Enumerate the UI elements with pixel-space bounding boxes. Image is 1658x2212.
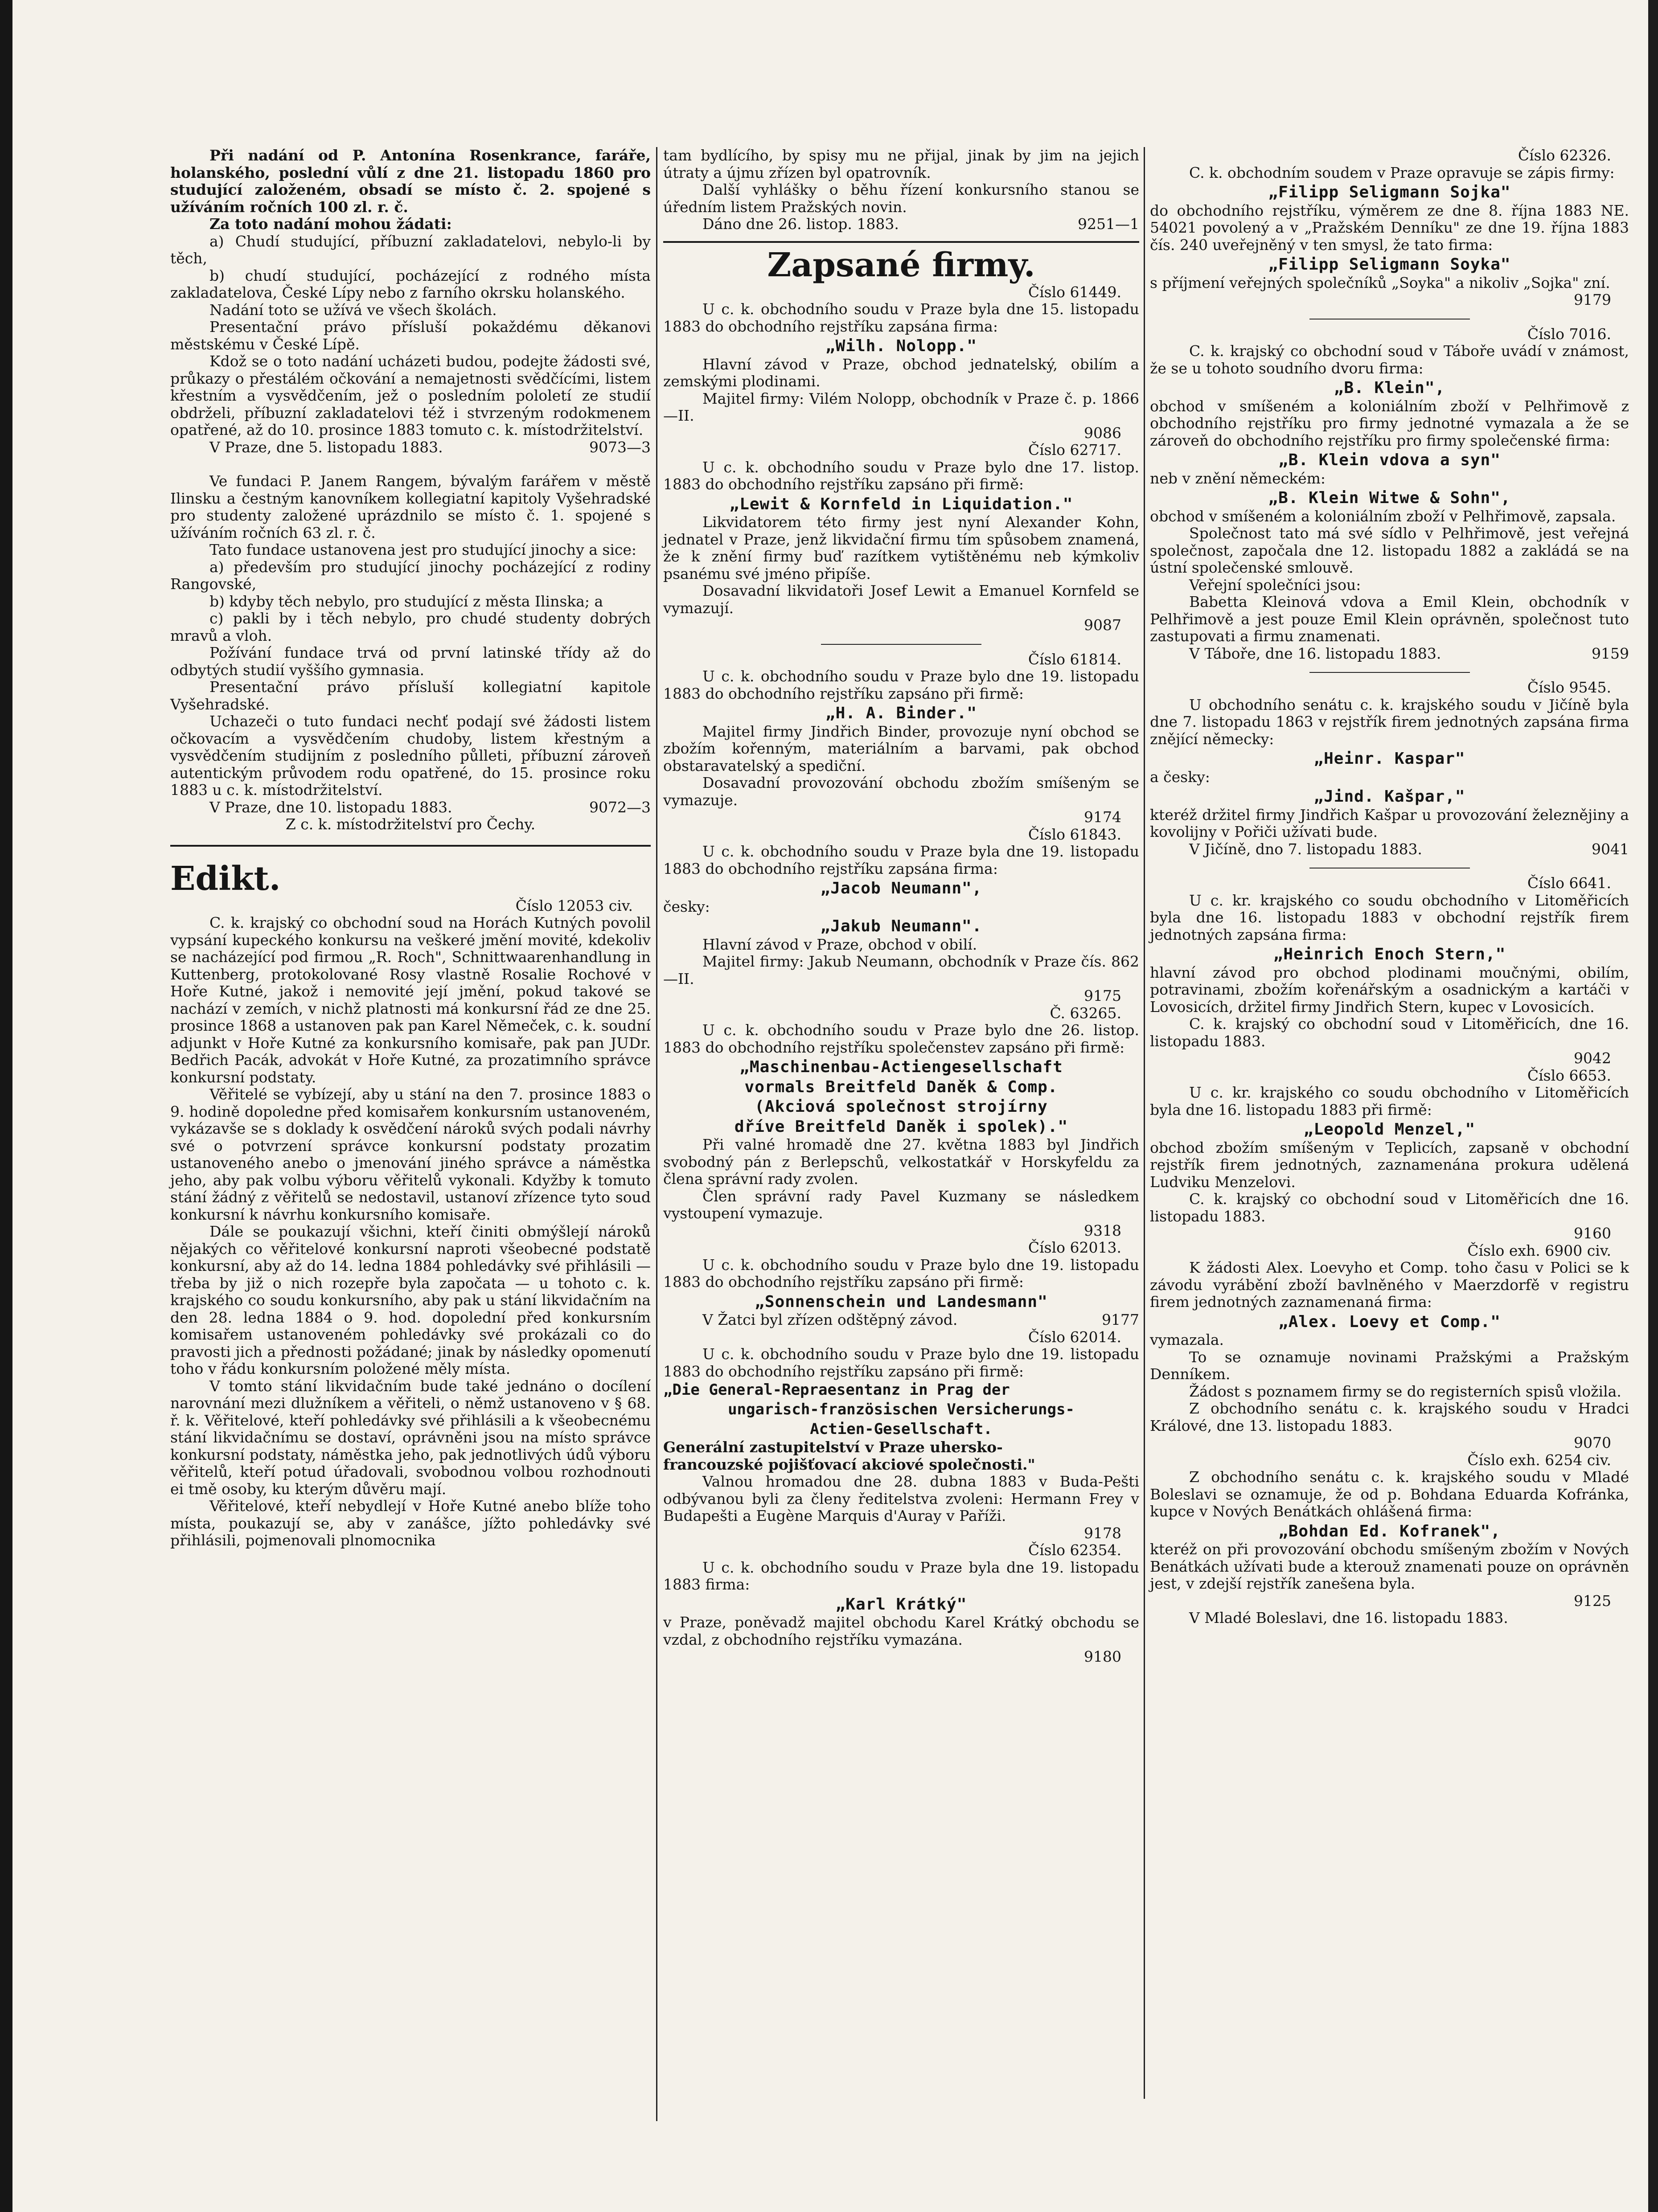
foundation-note: Nadání toto se užívá ve všech školách.	[209, 301, 497, 319]
firm-name: „Maschinenbau-Actiengesellschaft	[739, 1058, 1063, 1076]
column-middle	[663, 147, 1139, 1666]
entry-divider	[821, 644, 981, 645]
entry-intro: U obchodního senátu c. k. krajského soudu v Jičíně byla dne 7. listopadu 1863 v rejstřík firem jednotných zapsána firma znějící německy:	[1150, 696, 1629, 748]
entry-text: Hlavní závod v Praze, obchod jednatelský, obilím a zemskými plodinami.	[663, 355, 1139, 390]
notice-number: 9086	[1084, 424, 1121, 442]
entry-footer	[1150, 645, 1629, 663]
firm-name: „Jind. Kašpar,"	[1313, 787, 1465, 806]
foundation-date: V Praze, dne 10. listopadu 1883.	[209, 798, 452, 816]
entry-divider	[1309, 672, 1470, 673]
foundation-condition: a) především pro studující jinochy pocházející z rodiny Rangovské,	[170, 558, 651, 593]
foundation-right: Presentační právo přísluší pokaždému děkanovi městskému v České Lípě.	[170, 318, 651, 353]
entry-text: Žádost s poznamem firmy se do registerních spisů vložila.	[1189, 1382, 1621, 1400]
firm-name: „Heinrich Enoch Stern,"	[1273, 945, 1506, 963]
edict-paragraph: C. k. krajský co obchodní soud na Horách Kutných povolil vypsání kupeckého konkursu na veškeré jmění movité, kdekoliv se nacházející pod firmou „R. Roch", Schnittwaarenhandlung in Kuttenberg, protokolované Rosy vlastně Rosalie Rochové v Hoře Kutné, jakož i nemovité její jmění, pokud takové se nachází v zemích, v nichž platnosti má konkursní řád ze dne 25. prosince 1868 a ustanoven pak pan Karel Němeček, c. k. soudní adjunkt v Hoře Kutné za konkursního komisaře, pak pan JUDr. Bedřich Pacák, advokát v Hoře Kutné, za prozatimního správce konkursní podstaty.	[170, 914, 651, 1086]
entry-intro: U c. k. obchodního soudu v Praze byla dne 15. listopadu 1883 do obchodního rejstříku zapsána firma:	[663, 300, 1139, 335]
entry-intro: U c. k. obchodního soudu v Praze bylo dne 19. listopadu 1883 do obchodního rejstříku zapsáno při firmě:	[663, 1256, 1139, 1290]
entry-date: V Jičíně, dno 7. listopadu 1883.	[1189, 840, 1422, 858]
entry-text: Dosavadní provozování obchodu zbožím smíšeným se vymazuje.	[663, 774, 1139, 809]
firm-name: „H. A. Binder."	[825, 704, 977, 722]
foundation-body: Presentační právo přísluší kollegiatní kapitole Vyšehradské.	[170, 678, 651, 713]
entry-text: v Praze, poněvadž majitel obchodu Karel Krátký obchodu se vzdal, z obchodního rejstříku vymazána.	[663, 1614, 1139, 1648]
entry-number: Číslo exh. 6900 civ.	[1467, 1241, 1611, 1259]
authority-signature: Z c. k. místodržitelství pro Čechy.	[285, 815, 536, 833]
column-left	[170, 147, 651, 1549]
column-divider	[1144, 147, 1145, 2099]
entry-text: Hlavní závod v Praze, obchod v obilí.	[702, 935, 977, 953]
entry-intro: U c. k. obchodního soudu v Praze bylo dne 17. listop. 1883 do obchodního rejstříku zapsáno při firmě:	[663, 458, 1139, 493]
entry-number: Číslo 9545.	[1527, 679, 1611, 696]
entry-text: hlavní závod pro obchod plodinami moučnými, obilím, potravinami, zbožím kořenářským a osadnickým a kartáči v Lovosicích, držitel firmy Jindřich Stern, kupec v Lovosicích.	[1150, 963, 1629, 1016]
firm-name: „Alex. Loevy et Comp."	[1278, 1312, 1501, 1331]
section-title-firms: Zapsané firmy.	[767, 246, 1035, 284]
entry-text: a česky:	[1150, 768, 1210, 786]
entry-text: Společnost tato má své sídlo v Pelhřimově, jest veřejná společnost, započala dne 12. listopadu 1882 a zakládá se na ústní společenské smlouvě.	[1150, 524, 1629, 576]
entry-text: Dosavadní likvidatoři Josef Lewit a Emanuel Kornfeld se vymazují.	[663, 582, 1139, 617]
entry-text: Veřejní společníci jsou:	[1189, 576, 1361, 594]
section-divider	[170, 845, 651, 847]
edict-signature	[663, 216, 1139, 233]
entry-date: V Táboře, dne 16. listopadu 1883.	[1189, 644, 1441, 662]
entry-text: Člen správní rady Pavel Kuzmany se následkem vystoupení vymazuje.	[663, 1187, 1139, 1222]
entry-text: s příjmení veřejných společníků „Soyka" a nikoliv „Sojka" zní.	[1150, 274, 1610, 291]
entry-text: vymazala.	[1150, 1331, 1224, 1348]
firm-name: ungarisch-französischen Versicherungs-	[728, 1401, 1075, 1418]
firm-name: vormals Breitfeld Daněk & Comp.	[744, 1077, 1058, 1096]
notice-number: 9073—3	[589, 438, 651, 456]
foundation-apply: Za toto nadání mohou žádati:	[209, 215, 452, 233]
firm-name: „Wilh. Nolopp."	[825, 337, 977, 355]
notice-number: 9072—3	[589, 798, 651, 816]
entry-number: Číslo 61449.	[1028, 283, 1121, 301]
firm-name: „Filipp Seligmann Sojka"	[1268, 183, 1511, 201]
entry-text: V Žatci byl zřízen odštěpný závod.	[702, 1311, 958, 1328]
entry-number: Číslo 61843.	[1028, 825, 1121, 843]
entry-number: Č. 63265.	[1050, 1004, 1121, 1022]
entry-number: Číslo 7016.	[1527, 325, 1611, 343]
foundation-heading: Při nadání od P. Antonína Rosenkrance, faráře, holanského, poslední vůlí z dne 21. listopadu 1860 pro studující založeném, obsadí se místo č. 2. spojené s užíváním ročních 100 zl. r. č.	[170, 147, 651, 216]
firm-name: „Leopold Menzel,"	[1303, 1120, 1476, 1139]
firm-name: „Bohdan Ed. Kofranek",	[1278, 1522, 1501, 1540]
foundation-signature	[170, 799, 651, 816]
entry-number: Číslo 62013.	[1028, 1239, 1121, 1256]
edict-number: Číslo 12053 civ.	[515, 897, 633, 914]
section-title-edikt: Edikt.	[170, 859, 281, 898]
entry-text: obchod v smíšeném a koloniálním zboží v Pelhřimově z obchodního rejstříku pro firmy jednotné vymazala a že se zároveň do obchodního rejstříku pro firmy společenské firma:	[1150, 397, 1629, 449]
notice-number: 9179	[1574, 291, 1611, 308]
notice-number: 9041	[1592, 840, 1629, 858]
notice-number: 9070	[1574, 1434, 1611, 1451]
foundation-body: Požívání fundace trvá od první latinské třídy až do odbytých studií vyššího gymnasia.	[170, 644, 651, 679]
firm-name: „Lewit & Kornfeld in Liquidation."	[729, 495, 1073, 513]
entry-text: neb v znění německém:	[1150, 469, 1326, 487]
notice-number: 9178	[1084, 1524, 1121, 1542]
firm-name: Generální zastupitelství v Praze uhersko-	[663, 1438, 1003, 1456]
entry-number: Číslo 62326.	[1518, 147, 1611, 164]
notice-number: 9318	[1084, 1221, 1121, 1239]
entry-number: Číslo 62717.	[1028, 441, 1121, 459]
notice-number: 9175	[1084, 987, 1121, 1004]
entry-number: Číslo 62354.	[1028, 1541, 1121, 1559]
entry-intro: U c. k. obchodního soudu v Praze byla dne 19. listopadu 1883 do obchodního rejstříku zapsána firma:	[663, 843, 1139, 877]
notice-number: 9180	[1084, 1648, 1121, 1665]
firm-name: „Jakub Neumann".	[820, 917, 982, 935]
firm-name: „B. Klein",	[1334, 379, 1445, 397]
edict-paragraph: Dále se poukazují všichni, kteří činiti obmýšlejí nároků nějakých co věřitelové konkursní naproti všeobecné podstatě konkursní, aby až do 14. ledna 1884 pohledávky své přihlásili — třeba by již o nich rozepře byla započata — u tohoto c. k. krajského co soudu konkursního, aby pak u stání likvidačním na den 28. ledna 1884 o 9. hod. dopolední před konkursním komisařem ustanoveném pohledávky své prokázali co do pravosti jich a přednosti požádané; jinak by následky opomenutí toho v řádu konkursním položené měly místa.	[170, 1223, 651, 1377]
entry-intro: U c. k. obchodního soudu v Praze bylo dne 19. listopadu 1883 do obchodního rejstříku zapsáno při firmě:	[663, 1345, 1139, 1380]
foundation-body: Uchazeči o tuto fundaci nechť podají své žádosti listem očkovacím a vysvědčením chudoby, listem křestným a vysvědčením studijním z posledního půlleti, příbuzní zároveň autentickým průvodem rodu opatřené, do 15. prosince roku 1883 u c. k. místodržitelství.	[170, 713, 651, 799]
entry-text: česky:	[663, 897, 710, 915]
entry-number: Číslo exh. 6254 civ.	[1467, 1451, 1611, 1469]
firm-name: Actien-Gesellschaft.	[810, 1420, 993, 1438]
entry-text: obchod zbožím smíšeným v Teplicích, zapsaně v obchodní rejstřík firem jednotných, zaznamenána prokura udělená Ludviku Menzelovi.	[1150, 1139, 1629, 1191]
foundation-body: Ve fundaci P. Janem Rangem, bývalým farářem v městě Ilinsku a čestným kanovníkem kollegiatní kapitoly Vyšehradské pro studenty založené uprázdnilo se místo č. 1. spojené s užíváním ročních 63 zl. r. č.	[170, 472, 651, 541]
entry-text: kteréž držitel firmy Jindřich Kašpar u provozování železnějiny a kovolijny v Pořiči užívati bude.	[1150, 806, 1629, 840]
entry-text: Majitel firmy: Jakub Neumann, obchodník v Praze čís. 862—II.	[663, 953, 1139, 987]
entry-text: Při valné hromadě dne 27. května 1883 byl Jindřich svobodný pán z Berlepschů, velkostatkář v Horskyfeldu za člena správní rady zvolen.	[663, 1136, 1139, 1188]
firm-name: „B. Klein Witwe & Sohn",	[1268, 489, 1511, 507]
column-right	[1150, 147, 1629, 1627]
edict-date: Dáno dne 26. listop. 1883.	[702, 215, 899, 233]
entry-intro: C. k. obchodním soudem v Praze opravuje se zápis firmy:	[1189, 164, 1615, 181]
edict-paragraph: V tomto stání likvidačním bude také jednáno o docílení narovnání mezi dlužníkem a věřiteli, o němž ustanoveno v § 68. ř. k. Věřitelové, kteří pohledávky své přihlásili a k všeobecnému stání likvidačnímu se dostaví, oprávněni jsou na místo správce konkursní podstaty, náměstka jeho, pak jednotlivých údů výboru věřitelů, kteří potud úřadovali, svobodnou volbou rozhodnouti ei tmě osoby, ku kterým důvěru mají.	[170, 1377, 651, 1498]
firm-name: „Filipp Seligmann Soyka"	[1268, 255, 1511, 274]
notice-number: 9042	[1574, 1049, 1611, 1067]
entry-text: K žádosti Alex. Loevyho et Comp. toho času v Polici se k závodu vyrábění zboží bavlněného v Maerzdorfě v registru firem jednotných zaznamenaná firma:	[1150, 1259, 1629, 1311]
foundation-condition: b) chudí studující, pocházející z rodného místa zakladatelova, České Lípy nebo z farního okrsku holanského.	[170, 266, 651, 301]
entry-intro: U c. k. obchodního soudu v Praze byla dne 19. listopadu 1883 firma:	[663, 1558, 1139, 1593]
entry-date: V Mladé Boleslavi, dne 16. listopadu 1883.	[1189, 1609, 1508, 1626]
foundation-condition: a) Chudí studující, příbuzní zakladatelovi, nebylo-li by těch,	[170, 232, 651, 267]
entry-intro: U c. kr. krajského co soudu obchodního v Litoměřicích byla dne 16. listopadu 1883 při firmě:	[1150, 1084, 1629, 1118]
entry-text: C. k. krajský co obchodní soud v Litoměřicích dne 16. listopadu 1883.	[1150, 1190, 1629, 1225]
entry-intro: Z obchodního senátu c. k. krajského soudu v Mladé Boleslavi se oznamuje, že od p. Bohdana Eduarda Kofránka, kupce v Nových Benátkách ohlášená firma:	[1150, 1468, 1629, 1520]
notice-number: 9251—1	[1078, 215, 1139, 233]
foundation-signature	[170, 439, 651, 456]
notice-number: 9087	[1084, 616, 1121, 634]
firm-name: dříve Breitfeld Daněk i spolek)."	[734, 1117, 1068, 1136]
firm-name: „Karl Krátký"	[835, 1595, 967, 1614]
entry-number: Číslo 62014.	[1028, 1328, 1121, 1346]
entry-text: To se oznamuje novinami Pražskými a Pražským Denníkem.	[1150, 1348, 1629, 1383]
entry-intro: U c. kr. krajského co soudu obchodního v Litoměřicích byla dne 16. listopadu 1883 v obchodní rejstřík firem jednotných zapsána firma:	[1150, 891, 1629, 943]
entry-text: Valnou hromadou dne 28. dubna 1883 v Buda-Pešti odbývanou byli za členy ředitelstva zvoleni: Hermann Frey v Budapešti a Eugène Marquis d'Auray v Paříži.	[663, 1473, 1139, 1524]
scan-edge-right	[1648, 0, 1658, 2212]
entry-footer	[1150, 841, 1629, 858]
notice-number: 9177	[1102, 1311, 1139, 1328]
notice-number: 9159	[1592, 644, 1629, 662]
foundation-condition: b) kdyby těch nebylo, pro studující z města Ilinska; a	[209, 592, 603, 610]
firm-name: „Die General-Repraesentanz in Prag der	[663, 1381, 1010, 1399]
entry-text: Z obchodního senátu c. k. krajského soudu v Hradci Králové, dne 13. listopadu 1883.	[1150, 1400, 1629, 1434]
foundation-date: V Praze, dne 5. listopadu 1883.	[209, 438, 443, 456]
foundation-body: Tato fundace ustanovena jest pro studující jinochy a sice:	[209, 541, 636, 558]
entry-text: C. k. krajský co obchodní soud v Litoměřicích, dne 16. listopadu 1883.	[1150, 1015, 1629, 1050]
entry-intro: U c. k. obchodního soudu v Praze bylo dne 19. listopadu 1883 do obchodního rejstříku zapsáno při firmě:	[663, 668, 1139, 702]
entry-text: do obchodního rejstříku, výměrem ze dne 8. října 1883 NE. 54021 povolený a v „Pražském Denníku" ze dne 19. října 1883 čís. 240 uveřejněný v ten smysl, že tato firma:	[1150, 201, 1629, 254]
firm-name: francouzské pojišťovací akciové společnosti."	[663, 1455, 1035, 1473]
edict-paragraph: Věřitelové, kteří nebydlejí v Hoře Kutné anebo blíže toho místa, poukazují se, aby v zanášce, jížto pohledávky své přihlásili, pojmenovali plnomocnika	[170, 1497, 651, 1549]
entry-divider	[1309, 319, 1470, 320]
notice-number: 9174	[1084, 808, 1121, 826]
entry-text: Babetta Kleinová vdova a Emil Klein, obchodník v Pelhřimově a jest pouze Emil Klein oprávněn, společnost tuto zastupovati a firmu znamenati.	[1150, 593, 1629, 645]
edict-continuation: tam bydlícího, by spisy mu ne přijal, jinak by jim na jejich útraty a újmu zřízen byl opatrovník.	[663, 147, 1139, 181]
notice-number: 9125	[1574, 1592, 1611, 1610]
entry-number: Číslo 6653.	[1527, 1066, 1611, 1084]
firm-name: „Heinr. Kaspar"	[1313, 750, 1465, 768]
edict-paragraph: Věřitelé se vybízejí, aby u stání na den 7. prosince 1883 o 9. hodině dopoledne před komisařem konkursním ustanoveném, vykázavše se s doklady k osvědčení nároků svých podali návrhy své o potvrzení správce konkursní podstaty prozatim ustanoveného anebo o jmenování jiného správce a náměstka jeho, aby pak volbu výboru věřitelů vykonali. Kdyžby k tomuto stání žádný z věřitelů se nedostavil, ustanoví zřízence tyto soud konkursní k návrhu konkursního komisaře.	[170, 1086, 651, 1223]
entry-intro: C. k. krajský co obchodní soud v Táboře uvádí v známost, že se u tohoto soudního dvoru firma:	[1150, 342, 1629, 377]
section-divider	[663, 241, 1139, 243]
entry-text: Majitel firmy Jindřich Binder, provozuje nyní obchod se zbožím kořenným, materiálním a barvami, pak obchod obstaravatelský a spediční.	[663, 722, 1139, 774]
scan-edge-left	[0, 0, 12, 2212]
entry-text: obchod v smíšeném a koloniálním zboží v Pelhřimově, zapsala.	[1150, 507, 1616, 525]
entry-footer	[663, 1311, 1139, 1329]
firm-name: „B. Klein vdova a syn"	[1278, 451, 1501, 469]
firm-name: „Sonnenschein und Landesmann"	[755, 1292, 1048, 1311]
column-divider	[656, 147, 657, 2121]
edict-continuation: Další vyhlášky o běhu řízení konkursního stanou se úředním listem Pražských novin.	[663, 181, 1139, 216]
firm-name: (Akciová společnost strojírny	[755, 1098, 1048, 1116]
foundation-body: Kdož se o toto nadání ucházeti budou, podejte žádosti své, průkazy o přestálém očkování a nemajetnosti svědčícími, listem křestním a vysvědčením, jež o posledním pololetí ze studií obdrželi, příbuzní zakladatelovi též i stvrzeným rodokmenem opatřené, až do 10. prosince 1883 tomuto c. k. místodržitelství.	[170, 352, 651, 438]
notice-number: 9160	[1574, 1225, 1611, 1242]
entry-number: Číslo 6641.	[1527, 874, 1611, 892]
foundation-condition: c) pakli by i těch nebylo, pro chudé studenty dobrých mravů a vloh.	[170, 610, 651, 644]
entry-text: Majitel firmy: Vilém Nolopp, obchodník v Praze č. p. 1866—II.	[663, 389, 1139, 424]
entry-number: Číslo 61814.	[1028, 650, 1121, 668]
firm-name: „Jacob Neumann",	[820, 879, 982, 897]
entry-intro: U c. k. obchodního soudu v Praze bylo dne 26. listop. 1883 do obchodního rejstříku společenstev zapsáno při firmě:	[663, 1021, 1139, 1056]
entry-text: Likvidatorem této firmy jest nyní Alexander Kohn, jednatel v Praze, jenž likvidační firmu tím spůsobem znamená, že k znění firmy buď razítkem vytištěnému neb kýmkoliv psanému své jméno připíše.	[663, 513, 1139, 582]
entry-text: kteréž on při provozování obchodu smíšeným zbožím v Nových Benátkách užívati bude a kterouž znamenati pouze on oprávněn jest, v zdejší rejstřík zanešena byla.	[1150, 1540, 1629, 1592]
